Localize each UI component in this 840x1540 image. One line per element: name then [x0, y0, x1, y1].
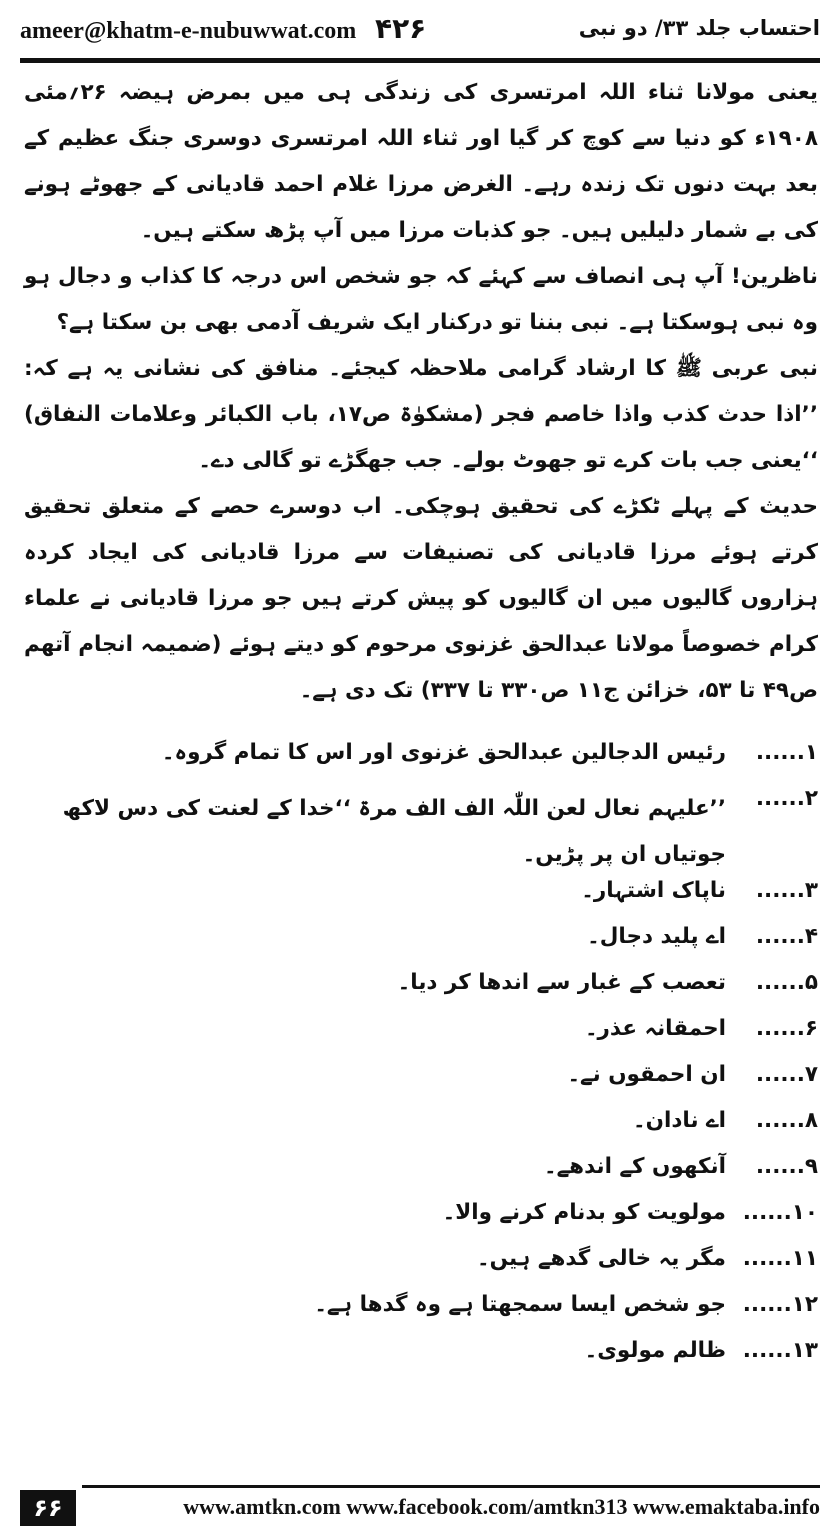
list-item: [24, 786, 818, 878]
list-item: [24, 1338, 818, 1384]
list-item-text: اے پلید دجال۔: [587, 924, 726, 949]
list-item-text: مگر یہ خالی گدھے ہیں۔: [477, 1246, 726, 1271]
list-item-number: ۷......: [755, 1062, 818, 1087]
list-item: [24, 740, 818, 786]
list-item-number: ۲......: [755, 786, 818, 811]
list-item-number: ۱۱......: [742, 1246, 818, 1271]
header-title: احتساب جلد ۳۳/ دو نبی: [578, 16, 820, 40]
paragraph-3: نبی عربی ﷺ کا ارشاد گرامی ملاحظہ کیجئے۔ منافق کی نشانی یہ ہے کہ: ’’اذا حدث کذب واذا خاصم فجر (مشکوٰۃ ص۱۷، باب الکبائر وعلامات النفاق) ‘‘یعنی جب بات کرے تو جھوٹ بولے۔ جب جھگڑے تو گالی دے۔: [24, 356, 819, 473]
list-item-number: ۴......: [755, 924, 818, 949]
list-item-text: رئیس الدجالین عبدالحق غزنوی اور اس کا تمام گروہ۔: [161, 740, 726, 765]
list-item-number: ۱۳......: [742, 1338, 818, 1363]
page-header: [20, 12, 820, 52]
header-rule: [20, 58, 820, 63]
list-item: [24, 1016, 818, 1062]
list-item-number: ۵......: [755, 970, 818, 995]
list-item-number: ۳......: [755, 878, 818, 903]
list-item: [24, 1154, 818, 1200]
list-item-number: ۹......: [755, 1154, 818, 1179]
list-item-text: جو شخص ایسا سمجھتا ہے وہ گدھا ہے۔: [314, 1292, 726, 1317]
list-item-text: مولویت کو بدنام کرنے والا۔: [442, 1200, 726, 1225]
list-item-text: احمقانہ عذر۔: [584, 1016, 726, 1041]
body-text: [24, 70, 818, 714]
list-item-number: ۱۲......: [742, 1292, 818, 1317]
list-item: [24, 1292, 818, 1338]
header-page-number: ۴۲۶: [375, 12, 427, 45]
page-footer: [20, 1490, 820, 1526]
list-item-text: تعصب کے غبار سے اندھا کر دیا۔: [397, 970, 726, 995]
insult-list: [24, 740, 818, 1384]
footer-rule: [82, 1485, 820, 1488]
list-item-text: اے نادان۔: [633, 1108, 726, 1133]
list-item-text: آنکھوں کے اندھے۔: [543, 1154, 726, 1179]
list-item: [24, 878, 818, 924]
list-item: [24, 970, 818, 1016]
footer-page-number: ۶۶: [20, 1490, 76, 1526]
list-item: [24, 1108, 818, 1154]
list-item-number: ۸......: [755, 1108, 818, 1133]
list-item-text: ناپاک اشتہار۔: [581, 878, 726, 903]
list-item-text: ظالم مولوی۔: [584, 1338, 726, 1363]
paragraph-1: یعنی مولانا ثناء اللہ امرتسری کی زندگی ہی میں بمرض ہیضہ ۲۶؍مئی ۱۹۰۸ء کو دنیا سے کوچ کر گیا اور ثناء اللہ امرتسری دوسری جنگ عظیم کے بعد بہت دنوں تک زندہ رہے۔ الغرض مرزا غلام احمد قادیانی کے جھوٹے ہونے کی بے شمار دلیلیں ہیں۔ جو کذبات مرزا میں آپ پڑھ سکتے ہیں۔: [24, 80, 818, 243]
footer-urls[interactable]: www.amtkn.com www.facebook.com/amtkn313 www.emaktaba.info: [183, 1494, 820, 1519]
list-item: [24, 1200, 818, 1246]
list-item-number: ۱۰......: [742, 1200, 818, 1225]
list-item: [24, 1062, 818, 1108]
paragraph-4: حدیث کے پہلے ٹکڑے کی تحقیق ہوچکی۔ اب دوسرے حصے کے متعلق تحقیق کرتے ہوئے مرزا قادیانی کی تصنیفات سے مرزا قادیانی کی ایجاد کردہ ہزاروں گالیوں میں ان گالیوں کو پیش کرتے ہیں جو مرزا قادیانی نے علماء کرام خصوصاً مولانا عبدالحق غزنوی مرحوم کو دیتے ہوئے (ضمیمہ انجام آتھم ص۴۹ تا ۵۳، خزائن ج۱۱ ص۳۳۰ تا ۳۳۷) تک دی ہے۔: [24, 494, 818, 703]
list-item: [24, 924, 818, 970]
list-item-text: ان احمقوں نے۔: [567, 1062, 726, 1087]
list-item-text: ’’علیہم نعال لعن اللّٰہ الف الف مرۃ ‘‘خدا کے لعنت کی دس لاکھ جوتیاں ان پر پڑیں۔: [62, 796, 726, 867]
header-email[interactable]: ameer@khatm-e-nubuwwat.com: [20, 18, 357, 44]
list-item-number: ۶......: [755, 1016, 818, 1041]
list-item-number: ۱......: [755, 740, 818, 765]
paragraph-2: ناظرین! آپ ہی انصاف سے کہئے کہ جو شخص اس درجہ کا کذاب و دجال ہو وہ نبی ہوسکتا ہے۔ نبی بننا تو درکنار ایک شریف آدمی بھی بن سکتا ہے؟: [24, 264, 818, 335]
list-item: [24, 1246, 818, 1292]
